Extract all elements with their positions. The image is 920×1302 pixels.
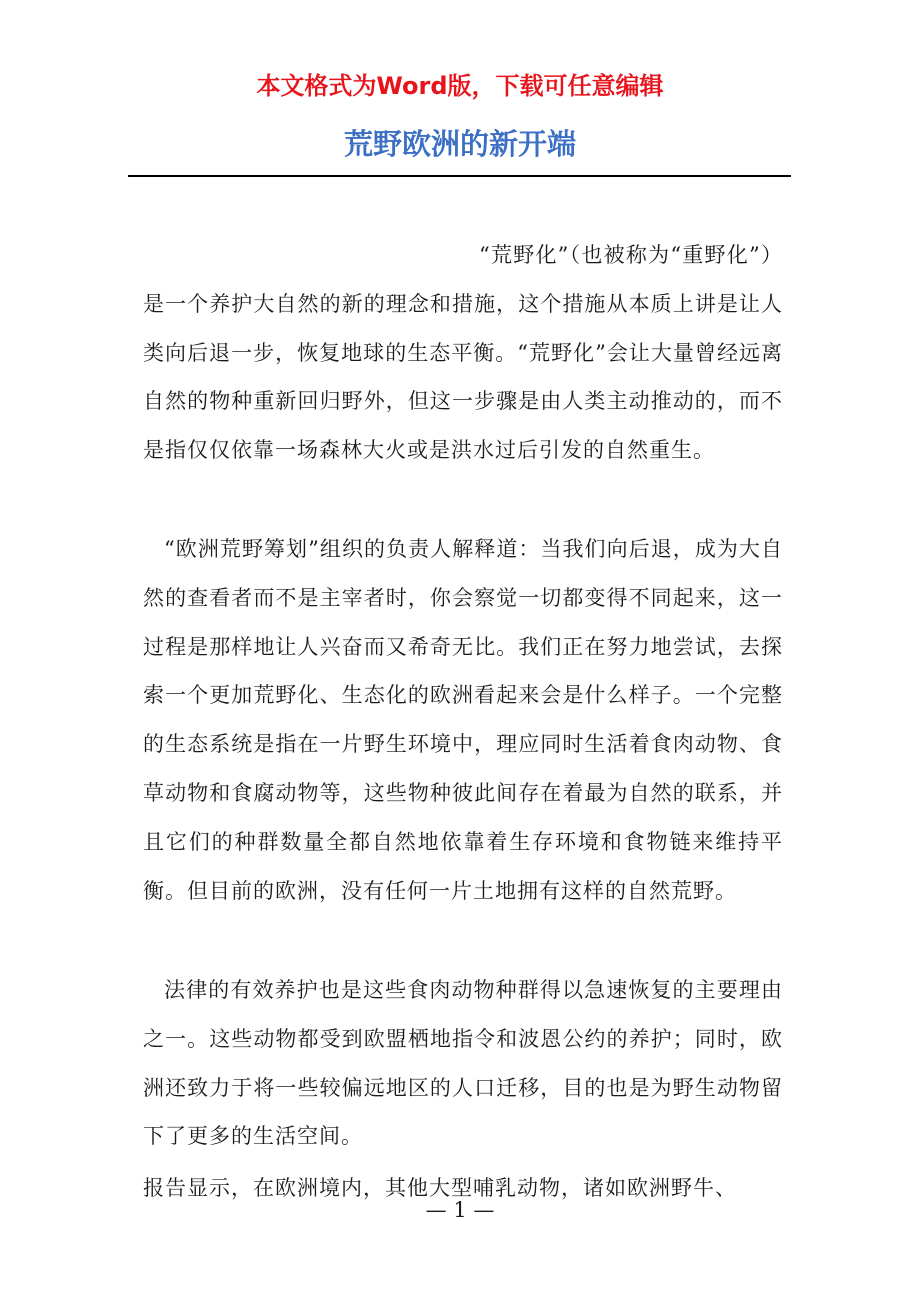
download-notice-banner: 本文格式为Word版，下载可任意编辑 — [256, 72, 664, 100]
paragraph-2: “欧洲荒野筹划”组织的负责人解释道：当我们向后退，成为大自然的查看者而不是主宰者时，你会察觉一切都变得不同起来，这一过程是那样地让人兴奋而又希奇无比。我们正在努力地尝试，去探索一个更加荒野化、生态化的欧洲看起来会是什么样子。一个完整的生态系统是指在一片野生环境中，理应同时生活着食肉动物、食草动物和食腐动物等，这些物种彼此间存在着最为自然的联系，并且它们的种群数量全都自然地依靠着生存环境和食物链来维持平衡。但目前的欧洲，没有任何一片土地拥有这样的自然荒野。 — [143, 537, 783, 903]
page-number: — 1 — — [425, 1198, 495, 1222]
paragraph-4: 报告显示，在欧洲境内，其他大型哺乳动物，诸如欧洲野牛、 — [143, 1176, 737, 1200]
article-title: 荒野欧洲的新开端 — [343, 127, 576, 161]
paragraph-1: “荒野化”（也被称为“重野化”）是一个养护大自然的新的理念和措施，这个措施从本质上讲是让人类向后退一步，恢复地球的生态平衡。“荒野化”会让大量曾经远离自然的物种重新回归野外，但这一步骤是由人类主动推动的，而不是指仅仅依靠一场森林大火或是洪水过后引发的自然重生。 — [143, 243, 783, 463]
paragraph-3: 法律的有效养护也是这些食肉动物种群得以急速恢复的主要理由之一。这些动物都受到欧盟栖地指令和波恩公约的养护；同时，欧洲还致力于将一些较偏远地区的人口迁移，目的也是为野生动物留下了更多的生活空间。 — [143, 978, 783, 1149]
title-divider — [128, 175, 791, 177]
